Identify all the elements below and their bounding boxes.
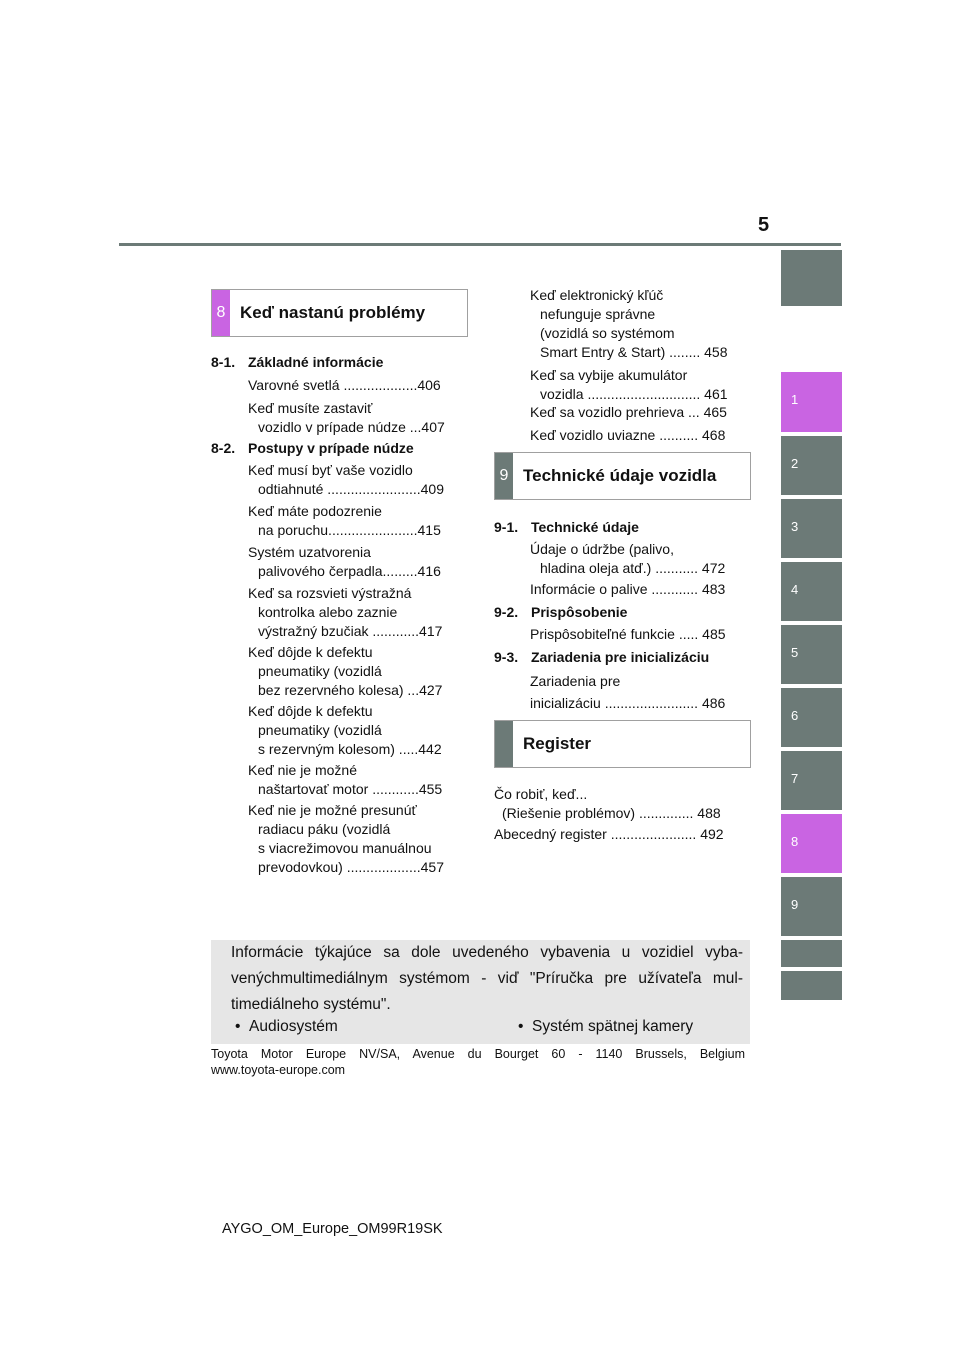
entry-line: Keď nie je možné presunúť bbox=[248, 802, 417, 818]
register-header bbox=[494, 720, 751, 768]
toc-entry[interactable] bbox=[530, 286, 728, 362]
section-8-header bbox=[211, 289, 468, 337]
entry-line: hladina oleja atď.) ........... 472 bbox=[540, 560, 726, 576]
multimedia-note-text: Informácie týkajúce sa dole uvedeného vybavenia u vozidiel vyba-venýchmultimediálnym systémom - viď "Príručka pre užívateľa mul-timediálneho systému". bbox=[231, 944, 743, 1013]
subsection-9-3[interactable] bbox=[494, 648, 709, 667]
multimedia-note-box bbox=[211, 940, 750, 1044]
publisher-url[interactable]: www.toyota-europe.com bbox=[211, 1063, 346, 1077]
toc-entry[interactable] bbox=[494, 785, 721, 823]
toc-entry[interactable] bbox=[530, 625, 726, 644]
subsection-code: 9-3. bbox=[494, 649, 519, 665]
header-rule bbox=[119, 243, 841, 246]
toc-entry[interactable] bbox=[248, 801, 444, 877]
entry-line: Systém uzatvorenia bbox=[248, 544, 371, 560]
entry-line: Keď vozidlo uviazne .......... 468 bbox=[530, 427, 726, 443]
section-9-toc bbox=[494, 518, 749, 713]
entry-line: na poruchu.......................415 bbox=[258, 522, 441, 538]
section-9-title: Technické údaje vozidla bbox=[523, 466, 717, 485]
section-8-title: Keď nastanú problémy bbox=[240, 303, 426, 322]
toc-entry[interactable] bbox=[530, 366, 728, 404]
chapter-tab-2[interactable]: 2 bbox=[781, 436, 842, 495]
subsection-8-2[interactable] bbox=[211, 439, 414, 458]
subsection-code: 9-2. bbox=[494, 604, 519, 620]
entry-line: výstražný bzučiak ............417 bbox=[258, 623, 443, 639]
chapter-tab-4[interactable]: 4 bbox=[781, 562, 842, 621]
entry-line: naštartovať motor ............455 bbox=[258, 781, 443, 797]
entry-line: prevodovkou) ...................457 bbox=[258, 859, 444, 875]
toc-entry[interactable] bbox=[248, 461, 444, 499]
subsection-title: Technické údaje bbox=[531, 519, 639, 535]
subsection-title: Základné informácie bbox=[248, 354, 384, 370]
entry-line: Varovné svetlá ...................406 bbox=[248, 377, 441, 393]
entry-line: Keď dôjde k defektu bbox=[248, 644, 373, 660]
entry-line: Prispôsobiteľné funkcie ..... 485 bbox=[530, 626, 726, 642]
entry-line: Údaje o údržbe (palivo, bbox=[530, 541, 674, 557]
entry-line: bez rezervného kolesa) ...427 bbox=[258, 682, 443, 698]
entry-line: inicializáciu ........................ 486 bbox=[530, 695, 726, 711]
entry-line: Informácie o palive ............ 483 bbox=[530, 581, 726, 597]
entry-line: pneumatiky (vozidlá bbox=[258, 663, 382, 679]
page-number: 5 bbox=[758, 214, 770, 236]
section-9-header bbox=[494, 452, 751, 500]
chapter-tab-blank-end[interactable] bbox=[781, 971, 842, 1000]
toc-entry[interactable] bbox=[530, 670, 725, 714]
entry-line: vozidla ............................. 461 bbox=[540, 386, 728, 402]
entry-line: Keď máte podozrenie bbox=[248, 503, 382, 519]
chapter-tab-8[interactable]: 8 bbox=[781, 814, 842, 873]
toc-entry[interactable] bbox=[530, 540, 725, 578]
entry-line: Smart Entry & Start) ........ 458 bbox=[540, 344, 728, 360]
toc-entry[interactable] bbox=[530, 403, 727, 422]
entry-line: (vozidlá so systémom bbox=[540, 325, 675, 341]
toc-entry[interactable] bbox=[530, 580, 725, 599]
toc-entry[interactable] bbox=[248, 502, 441, 540]
chapter-tab-blank-bottom[interactable] bbox=[781, 940, 842, 967]
toc-entry[interactable] bbox=[248, 643, 442, 700]
entry-line: pneumatiky (vozidlá bbox=[258, 722, 382, 738]
section-8-number: 8 bbox=[212, 290, 230, 336]
entry-line: Keď musí byť vaše vozidlo bbox=[248, 462, 413, 478]
entry-line: Keď musíte zastaviť bbox=[248, 400, 373, 416]
register-title: Register bbox=[523, 734, 592, 753]
entry-line: Keď nie je možné bbox=[248, 762, 357, 778]
register-toc bbox=[494, 785, 749, 845]
entry-line: odtiahnuté ........................409 bbox=[258, 481, 444, 497]
chapter-tab-3[interactable]: 3 bbox=[781, 499, 842, 558]
toc-entry[interactable] bbox=[248, 584, 442, 641]
entry-line: Keď elektronický kľúč bbox=[530, 287, 664, 303]
entry-line: Čo robiť, keď... bbox=[494, 786, 588, 802]
chapter-tab-1[interactable]: 1 bbox=[781, 372, 842, 432]
section-8-toc bbox=[211, 353, 466, 873]
entry-line: palivového čerpadla.........416 bbox=[258, 563, 441, 579]
bullet-text: Systém spätnej kamery bbox=[532, 1018, 694, 1035]
publisher-address: Toyota Motor Europe NV/SA, Avenue du Bourget 60 - 1140 Brussels, Belgium bbox=[211, 1047, 745, 1061]
entry-line: nefunguje správne bbox=[540, 306, 656, 322]
chapter-tab-6[interactable]: 6 bbox=[781, 688, 842, 747]
bullet-audio-system: • Audiosystém bbox=[235, 1018, 338, 1035]
subsection-title: Postupy v prípade núdze bbox=[248, 440, 414, 456]
subsection-9-1[interactable] bbox=[494, 518, 639, 537]
entry-line: Keď sa rozsvieti výstražná bbox=[248, 585, 412, 601]
entry-line: Zariadenia pre bbox=[530, 673, 621, 689]
chapter-tab-5[interactable]: 5 bbox=[781, 625, 842, 684]
entry-line: s viacrežimovou manuálnou bbox=[258, 840, 432, 856]
entry-line: Keď dôjde k defektu bbox=[248, 703, 373, 719]
toc-entry[interactable] bbox=[248, 399, 445, 437]
chapter-tab-blank-top[interactable] bbox=[781, 250, 842, 306]
entry-line: Keď sa vybije akumulátor bbox=[530, 367, 688, 383]
publisher-footer bbox=[211, 1046, 745, 1078]
toc-entry[interactable] bbox=[494, 825, 724, 844]
entry-line: (Riešenie problémov) .............. 488 bbox=[502, 805, 721, 821]
toc-entry[interactable] bbox=[530, 426, 725, 445]
toc-entry[interactable] bbox=[248, 543, 441, 581]
toc-entry[interactable] bbox=[248, 376, 441, 395]
subsection-title: Zariadenia pre inicializáciu bbox=[531, 649, 710, 665]
section-9-number: 9 bbox=[495, 453, 513, 499]
toc-entry[interactable] bbox=[248, 702, 442, 759]
section-8-toc-continued bbox=[530, 286, 745, 451]
subsection-code: 9-1. bbox=[494, 519, 519, 535]
entry-line: radiacu páku (vozidlá bbox=[258, 821, 391, 837]
entry-line: kontrolka alebo zaznie bbox=[258, 604, 398, 620]
entry-line: vozidlo v prípade núdze ...407 bbox=[258, 419, 445, 435]
toc-entry[interactable] bbox=[248, 761, 442, 799]
chapter-tab-7[interactable]: 7 bbox=[781, 751, 842, 810]
entry-line: Keď sa vozidlo prehrieva ... 465 bbox=[530, 404, 727, 420]
bullet-rear-camera: • Systém spätnej kamery bbox=[518, 1018, 694, 1035]
entry-line: Abecedný register ...................... 492 bbox=[494, 826, 724, 842]
chapter-tab-9[interactable]: 9 bbox=[781, 877, 842, 936]
entry-line: s rezervným kolesom) .....442 bbox=[258, 741, 442, 757]
register-marker bbox=[495, 721, 513, 767]
subsection-9-2[interactable] bbox=[494, 603, 627, 622]
subsection-code: 8-1. bbox=[211, 354, 236, 370]
subsection-code: 8-2. bbox=[211, 440, 236, 456]
subsection-8-1[interactable] bbox=[211, 353, 383, 372]
bullet-text: Audiosystém bbox=[249, 1018, 338, 1035]
document-code: AYGO_OM_Europe_OM99R19SK bbox=[222, 1221, 443, 1237]
subsection-title: Prispôsobenie bbox=[531, 604, 628, 620]
